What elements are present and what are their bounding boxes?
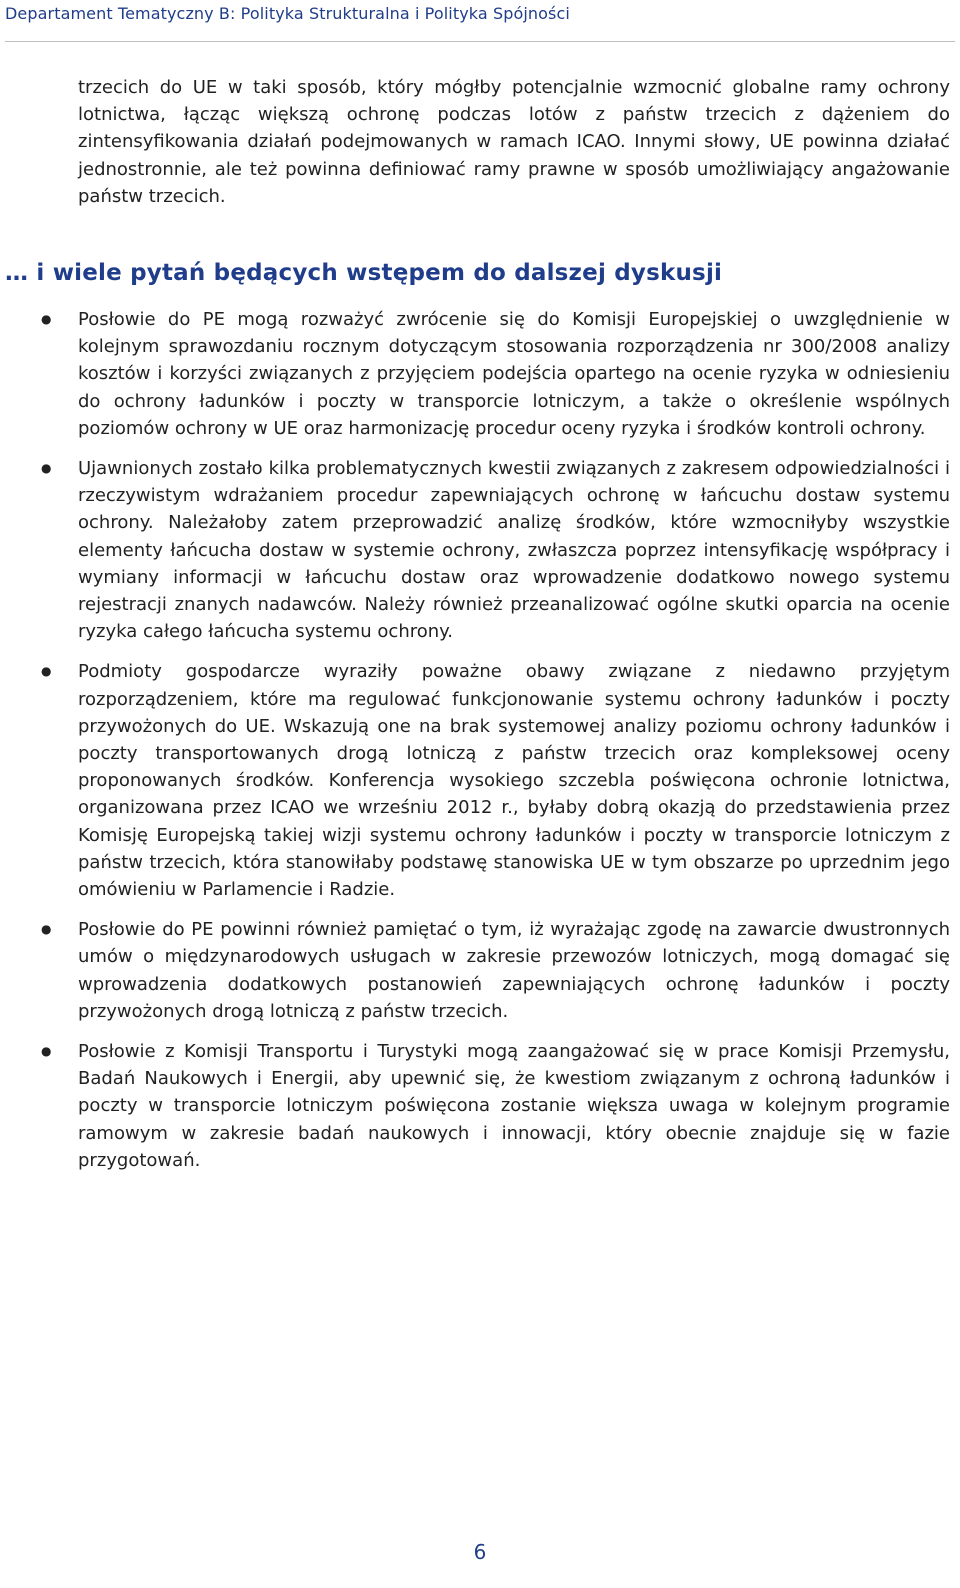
intro-section [78, 74, 950, 210]
page-number: 6 [473, 1540, 487, 1564]
list-item [41, 1038, 950, 1174]
list-item-text: Posłowie z Komisji Transportu i Turystyki mogą zaangażować się w prace Komisji Przemysłu, Badań Naukowych i Energii, aby upewnić się, że kwestiom związanym z ochroną ładunków i poczty w transporcie lotniczym poświęcona zostanie większa uwaga w kolejnym programie ramowym w zakresie badań naukowych i innowacji, który obecnie znajduje się w fazie przygotowań. [78, 1041, 950, 1171]
list-item [41, 916, 950, 1025]
list-item-text: Podmioty gospodarcze wyraziły poważne obawy związane z niedawno przyjętym rozporządzeniem, które ma regulować funkcjonowanie systemu ochrony ładunków i poczty przywożonych do UE. Wskazują one na brak systemowej analizy poziomu ochrony ładunków i poczty transportowanych drogą lotniczą z państw trzecich oraz kompleksowej oceny proponowanych środków. Konferencja wysokiego szczebla poświęcona ochronie lotnictwa, organizowana przez ICAO we wrześniu 2012 r., byłaby dobrą okazją do przedstawienia przez Komisję Europejską takiej wizji systemu ochrony ładunków i poczty w transporcie lotniczym z państw trzecich, która stanowiłaby podstawę stanowiska UE w tym obszarze po uprzednim jego omówieniu w Parlamencie i Radzie. [78, 661, 950, 901]
running-header: Departament Tematyczny B: Polityka Strukturalna i Polityka Spójności [5, 4, 570, 23]
bullet-icon: ● [41, 922, 52, 937]
bullet-icon: ● [41, 312, 52, 326]
bullet-list [41, 306, 950, 1187]
list-item-text: Posłowie do PE powinni również pamiętać o tym, iż wyrażając zgodę na zawarcie dwustronnych umów o międzynarodowych usługach w zakresie przewozów lotniczych, mogą domagać się wprowadzenia dodatkowych postanowień zapewniających ochronę ładunków i poczty przywożonych drogą lotniczą z państw trzecich. [78, 919, 950, 1022]
bullet-icon: ● [41, 461, 52, 476]
header-divider [5, 41, 955, 42]
list-item [41, 455, 950, 645]
list-item [41, 658, 950, 903]
bullet-icon: ● [41, 1044, 52, 1059]
list-item-text: Posłowie do PE mogą rozważyć zwrócenie się do Komisji Europejskiej o uwzględnienie w kolejnym sprawozdaniu rocznym dotyczącym stosowania rozporządzenia nr 300/2008 analizy kosztów i korzyści związanych z przyjęciem podejścia opartego na ocenie ryzyka w odniesieniu do ochrony ładunków i poczty w transporcie lotniczym, a także o określenie wspólnych poziomów ochrony w UE oraz harmonizację procedur oceny ryzyka i środków kontroli ochrony. [78, 309, 950, 439]
list-item-text: Ujawnionych zostało kilka problematycznych kwestii związanych z zakresem odpowiedzialności i rzeczywistym wdrażaniem procedur zapewniających ochronę w łańcuchu dostaw systemu ochrony. Należałoby zatem przeprowadzić analizę środków, które wzmocniłyby wszystkie elementy łańcucha dostaw w systemie ochrony, zwłaszcza poprzez intensyfikację współpracy i wymiany informacji w łańcuchu dostaw oraz wprowadzenie dodatkowo nowego systemu rejestracji znanych nadawców. Należy również przeanalizować ogólne skutki oparcia na ocenie ryzyka całego łańcucha systemu ochrony. [78, 458, 950, 643]
intro-paragraph: trzecich do UE w taki sposób, który mógłby potencjalnie wzmocnić globalne ramy ochrony lotnictwa, łącząc większą ochronę podczas lotów z państw trzecich z dążeniem do zintensyfikowania działań podejmowanych w ramach ICAO. Innymi słowy, UE powinna działać jednostronnie, ale też powinna definiować ramy prawne w sposób umożliwiający angażowanie państw trzecich. [78, 77, 950, 207]
bullet-icon: ● [41, 664, 52, 679]
section-heading: … i wiele pytań będących wstępem do dalszej dyskusji [5, 260, 723, 286]
list-item [41, 306, 950, 442]
